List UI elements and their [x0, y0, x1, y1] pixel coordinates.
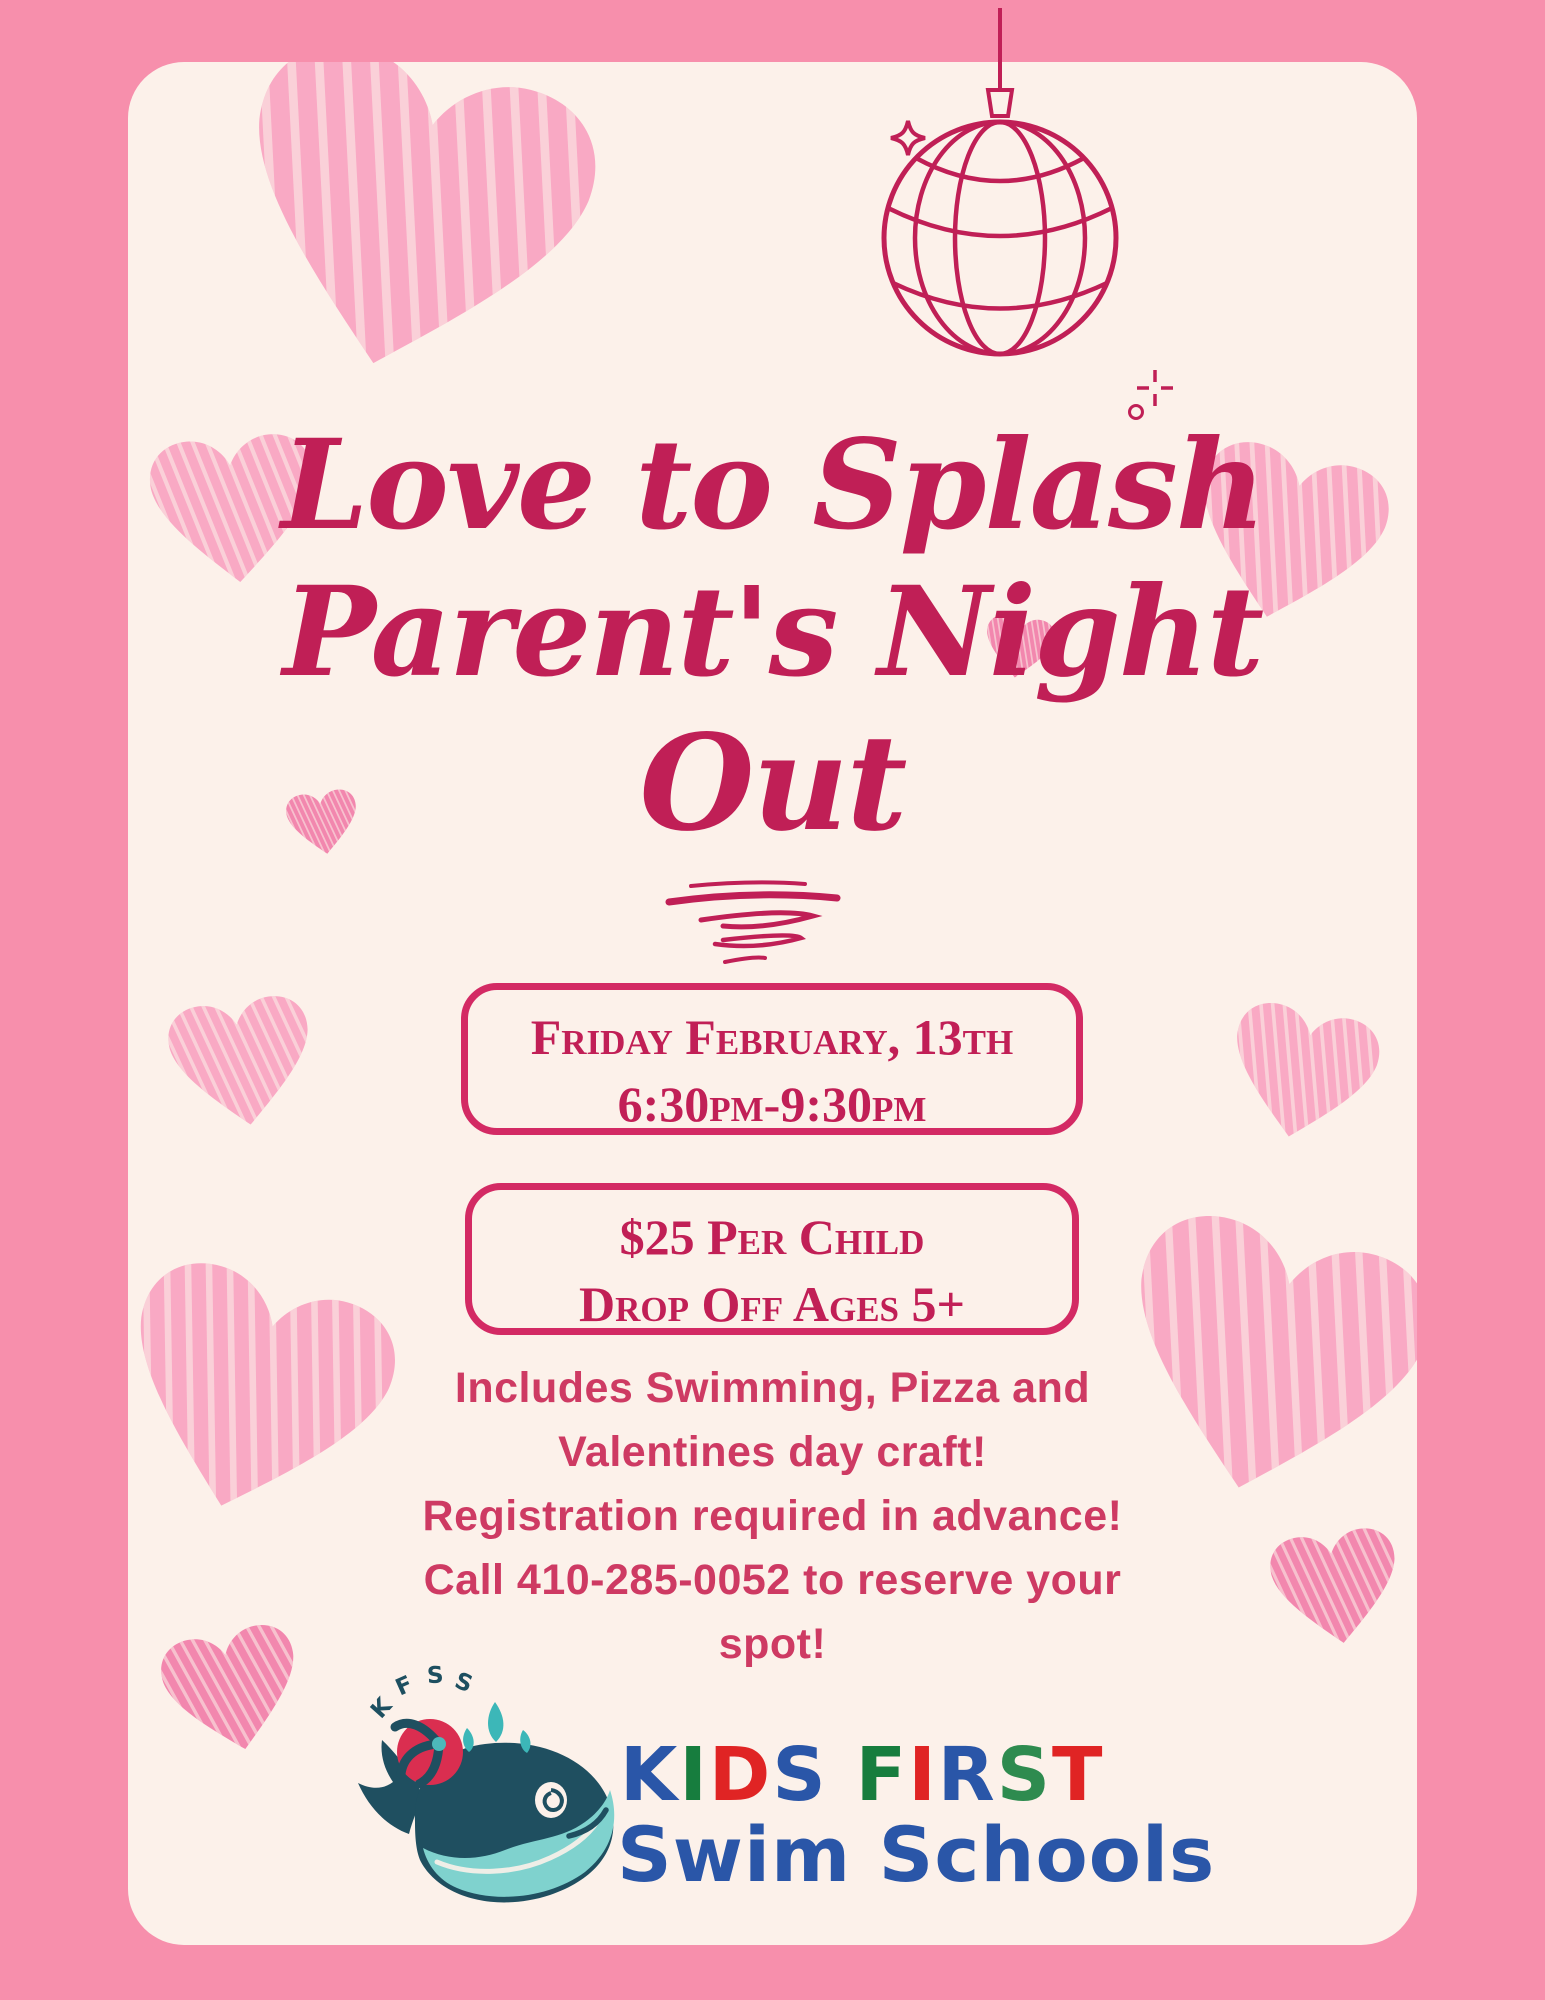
scribble-heart: [1212, 984, 1392, 1164]
logo-acronym-letter: S: [426, 1662, 445, 1690]
squiggle-flourish-icon: [663, 878, 843, 970]
logo-acronym-letter: S: [450, 1667, 477, 1699]
logo-letter: I: [908, 1732, 938, 1818]
scribble-heart: [161, 62, 659, 429]
logo-letter: S: [996, 1732, 1053, 1818]
date-box: [461, 983, 1083, 1135]
kids-first-swim-schools-logo: [345, 1652, 1216, 1922]
logo-letter: T: [1052, 1732, 1105, 1818]
price-box: [465, 1183, 1079, 1335]
logo-letter: I: [679, 1732, 709, 1818]
event-time: 6:30pm-9:30pm: [617, 1076, 927, 1132]
title-line-2: Parent's Night: [282, 560, 1263, 705]
details-line: Registration required in advance!: [422, 1492, 1123, 1540]
title-line-3: Out: [639, 706, 906, 861]
details-line: spot!: [718, 1620, 827, 1668]
logo-letter: S: [772, 1732, 828, 1818]
whale-logo-icon: [345, 1652, 635, 1907]
logo-letter: K: [620, 1732, 680, 1818]
event-details: [272, 1356, 1273, 1676]
event-date: Friday February, 13th: [530, 1009, 1014, 1065]
event-price: $25 Per Child: [619, 1209, 925, 1265]
sparkle-icon: [891, 121, 925, 155]
logo-acronym-letter: F: [391, 1671, 417, 1702]
logo-name-line2: Swim Schools: [617, 1810, 1216, 1899]
logo-letter: R: [937, 1732, 997, 1818]
disco-ball-icon: [868, 8, 1178, 428]
sparkle-icon: [1137, 370, 1173, 406]
scribble-heart: [1262, 1517, 1410, 1658]
event-ages: Drop Off Ages 5+: [578, 1276, 965, 1332]
scribble-heart: [159, 983, 325, 1142]
details-line: Valentines day craft!: [558, 1428, 987, 1476]
logo-acronym-letter: K: [366, 1693, 398, 1724]
logo-letter: D: [708, 1732, 773, 1818]
logo-letter: F: [855, 1732, 909, 1818]
details-line: Call 410-285-0052 to reserve your: [423, 1556, 1122, 1604]
logo-name-line1: [620, 1732, 1105, 1818]
title-line-1: Love to Splash: [281, 413, 1264, 558]
details-line: Includes Swimming, Pizza and: [454, 1364, 1091, 1412]
